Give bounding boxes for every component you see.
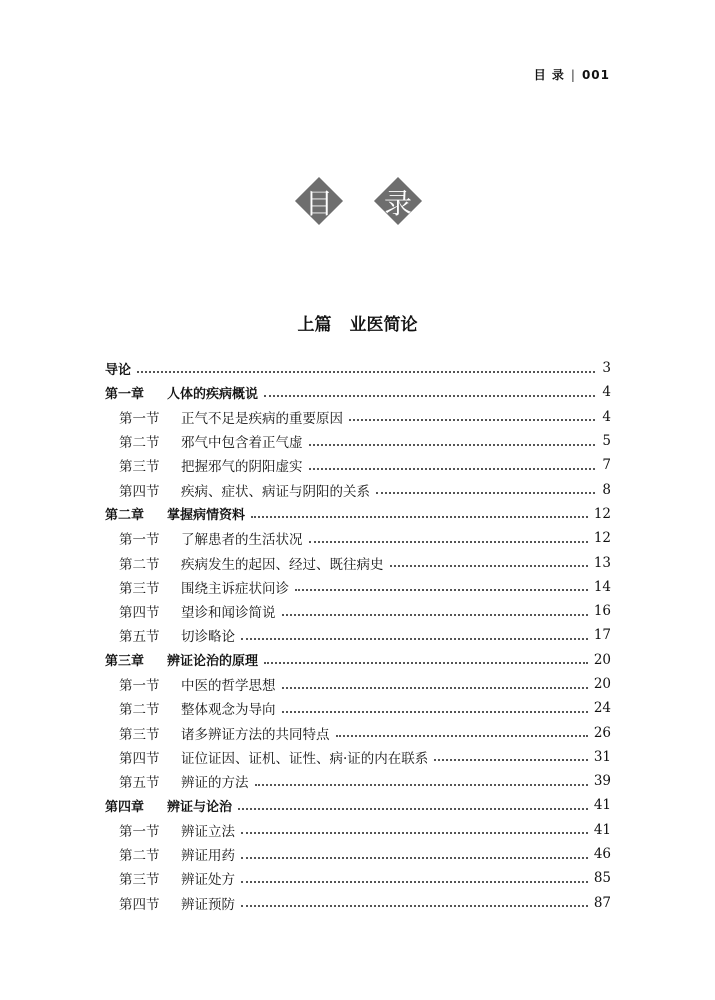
toc-entry-label bbox=[119, 553, 384, 573]
toc-entry-title: 辨证用药 bbox=[181, 848, 235, 865]
title-char-1: 目 bbox=[304, 187, 333, 220]
toc-entry-number: 第三节 bbox=[119, 459, 160, 476]
toc-entry-label bbox=[119, 723, 330, 743]
toc-page-number: 85 bbox=[593, 870, 611, 887]
toc-entry-label bbox=[119, 747, 428, 767]
dot-leader bbox=[238, 807, 588, 810]
toc-entry-label bbox=[105, 383, 258, 402]
toc-entry-title: 疾病、症状、病证与阴阳的关系 bbox=[181, 483, 370, 500]
dot-leader bbox=[309, 443, 596, 446]
dot-leader bbox=[282, 686, 588, 689]
contents-title bbox=[0, 178, 715, 238]
toc-entry-title: 辨证与论治 bbox=[167, 799, 233, 815]
toc-entry-label bbox=[119, 625, 235, 645]
toc-entry-title: 辨证立法 bbox=[181, 823, 235, 840]
toc-entry-label bbox=[119, 455, 303, 475]
dot-leader bbox=[241, 831, 588, 834]
toc-page-number: 12 bbox=[593, 505, 611, 522]
toc-entry-label bbox=[105, 504, 245, 523]
toc-entry-number: 第四节 bbox=[119, 896, 160, 913]
toc-entry-title: 证位证因、证机、证性、病·证的内在联系 bbox=[181, 750, 429, 767]
toc-entry-number: 第三节 bbox=[119, 872, 160, 889]
toc-page-number: 12 bbox=[593, 530, 611, 547]
toc-section-row[interactable] bbox=[105, 429, 611, 453]
dot-leader bbox=[264, 661, 588, 664]
toc-entry-number: 第三节 bbox=[119, 580, 160, 597]
dot-leader bbox=[309, 540, 588, 543]
toc-page-number: 8 bbox=[602, 481, 611, 498]
toc-page-number: 7 bbox=[602, 457, 611, 474]
toc-entry-number: 第四节 bbox=[119, 750, 160, 767]
dot-leader bbox=[349, 418, 595, 421]
toc-entry-number: 第一节 bbox=[119, 823, 160, 840]
toc-section-row[interactable] bbox=[105, 769, 611, 793]
toc-page-number: 46 bbox=[593, 846, 611, 863]
toc-entry-number: 第一节 bbox=[119, 678, 160, 694]
running-head-separator: | bbox=[570, 68, 576, 82]
toc-entry-number: 第一章 bbox=[105, 386, 145, 402]
toc-section-row[interactable] bbox=[105, 575, 611, 599]
toc-entry-number: 第一节 bbox=[119, 532, 160, 549]
running-head-page-number: 001 bbox=[581, 68, 610, 82]
dot-leader bbox=[282, 710, 588, 713]
toc-entry-number: 第二节 bbox=[119, 435, 160, 452]
toc-entry-number: 第四节 bbox=[119, 483, 160, 500]
dot-leader bbox=[241, 856, 588, 859]
toc-page-number: 4 bbox=[602, 408, 611, 425]
toc-entry-number: 第五节 bbox=[119, 775, 160, 792]
toc-section-row[interactable] bbox=[105, 623, 611, 647]
toc-entry-number: 第二章 bbox=[105, 508, 145, 524]
toc-page-number: 41 bbox=[593, 797, 611, 814]
toc-page-number: 3 bbox=[602, 360, 611, 377]
toc-entry-title: 正气不足是疾病的重要原因 bbox=[181, 410, 343, 427]
toc-entry-number: 第五节 bbox=[119, 629, 160, 646]
toc-page-number: 14 bbox=[593, 578, 611, 595]
toc-chapter-row[interactable] bbox=[105, 356, 611, 380]
toc-section-row[interactable] bbox=[105, 672, 611, 696]
dot-leader bbox=[295, 588, 588, 591]
dot-leader bbox=[434, 758, 588, 761]
toc-entry-label bbox=[119, 771, 249, 791]
toc-page-number: 16 bbox=[593, 603, 611, 620]
toc-entry-label bbox=[105, 359, 131, 378]
toc-page-number: 17 bbox=[593, 627, 611, 644]
toc-section-row[interactable] bbox=[105, 405, 611, 429]
toc-entry-label bbox=[119, 893, 235, 913]
toc-entry-title: 把握邪气的阴阳虚实 bbox=[181, 459, 303, 476]
dot-leader bbox=[251, 515, 588, 518]
toc-entry-number: 第四节 bbox=[119, 605, 160, 622]
toc-section-row[interactable] bbox=[105, 550, 611, 574]
toc-entry-title: 邪气中包含着正气虚 bbox=[181, 435, 303, 452]
toc-page-number: 20 bbox=[593, 676, 611, 692]
toc-entry-title: 望诊和闻诊简说 bbox=[181, 605, 276, 622]
toc-entry-label bbox=[119, 431, 303, 451]
toc-section-row[interactable] bbox=[105, 818, 611, 842]
toc-entry-title: 疾病发生的起因、经过、既往病史 bbox=[181, 556, 384, 573]
toc-section-row[interactable] bbox=[105, 526, 611, 550]
dot-leader bbox=[241, 637, 588, 640]
toc-entry-number: 第二节 bbox=[119, 848, 160, 865]
dot-leader bbox=[336, 734, 588, 737]
toc-chapter-row[interactable] bbox=[105, 502, 611, 526]
toc-section-row[interactable] bbox=[105, 720, 611, 744]
toc-section-row[interactable] bbox=[105, 453, 611, 477]
toc-entry-label bbox=[119, 601, 276, 621]
toc-page-number: 13 bbox=[593, 554, 611, 571]
toc-page-number: 20 bbox=[593, 651, 611, 668]
toc-entry-number: 第三节 bbox=[119, 726, 160, 743]
toc-entry-title: 辨证处方 bbox=[181, 872, 235, 889]
toc-page-number: 26 bbox=[593, 724, 611, 741]
toc-section-row[interactable] bbox=[105, 842, 611, 866]
toc-entry-label bbox=[119, 698, 276, 718]
toc-section-row[interactable] bbox=[105, 866, 611, 890]
toc-entry-label bbox=[119, 820, 235, 840]
toc-entry-title: 掌握病情资料 bbox=[167, 508, 246, 524]
toc-entry-title: 诸多辨证方法的共同特点 bbox=[181, 726, 330, 743]
toc-page-number: 5 bbox=[602, 433, 611, 450]
toc-entry-title: 辨证的方法 bbox=[181, 775, 249, 792]
dot-leader bbox=[282, 613, 588, 616]
part-title: 上篇 业医简论 bbox=[297, 315, 418, 335]
table-of-contents bbox=[105, 356, 611, 915]
toc-entry-number: 第三章 bbox=[105, 654, 145, 670]
toc-entry-number: 第二节 bbox=[119, 702, 160, 719]
toc-entry-label bbox=[119, 844, 235, 864]
title-char-2: 录 bbox=[383, 187, 412, 220]
toc-entry-label bbox=[119, 868, 235, 888]
toc-section-row[interactable] bbox=[105, 477, 611, 501]
toc-entry-label bbox=[119, 674, 276, 694]
dot-leader bbox=[241, 904, 588, 907]
toc-entry-label bbox=[119, 480, 370, 500]
toc-chapter-row[interactable] bbox=[105, 793, 611, 817]
dot-leader bbox=[376, 491, 595, 494]
toc-page-number: 41 bbox=[593, 821, 611, 838]
toc-entry-title: 整体观念为导向 bbox=[181, 702, 276, 719]
toc-page-number: 39 bbox=[593, 773, 611, 790]
toc-entry-label bbox=[119, 528, 303, 548]
toc-entry-label bbox=[119, 407, 343, 427]
toc-section-row[interactable] bbox=[105, 745, 611, 769]
toc-entry-title: 中医的哲学思想 bbox=[181, 678, 276, 694]
dot-leader bbox=[137, 370, 595, 373]
toc-chapter-row[interactable] bbox=[105, 380, 611, 404]
toc-page-number: 31 bbox=[593, 748, 611, 765]
toc-entry-title: 辨证论治的原理 bbox=[167, 654, 259, 670]
toc-chapter-row[interactable] bbox=[105, 648, 611, 672]
toc-entry-title: 围绕主诉症状问诊 bbox=[181, 580, 289, 597]
toc-page-number: 4 bbox=[602, 384, 611, 401]
toc-entry-label bbox=[105, 796, 232, 815]
toc-section-row[interactable] bbox=[105, 891, 611, 915]
toc-entry-label bbox=[119, 577, 289, 597]
dot-leader bbox=[255, 783, 588, 786]
toc-page-number: 87 bbox=[593, 894, 611, 911]
toc-section-row[interactable] bbox=[105, 696, 611, 720]
toc-entry-title: 切诊略论 bbox=[181, 629, 235, 646]
running-head-section: 目 录 bbox=[533, 68, 565, 82]
dot-leader bbox=[241, 880, 588, 883]
running-head bbox=[534, 66, 610, 83]
toc-entry-title: 了解患者的生活状况 bbox=[181, 532, 303, 549]
toc-entry-title: 辨证预防 bbox=[181, 896, 235, 913]
toc-entry-number: 第四章 bbox=[105, 799, 145, 815]
toc-section-row[interactable] bbox=[105, 599, 611, 623]
toc-entry-label bbox=[105, 650, 258, 669]
toc-entry-number: 第一节 bbox=[119, 410, 160, 427]
dot-leader bbox=[264, 394, 595, 397]
toc-entry-title: 人体的疾病概说 bbox=[167, 386, 259, 402]
toc-page-number: 24 bbox=[593, 700, 611, 717]
dot-leader bbox=[309, 467, 596, 470]
toc-entry-number: 第二节 bbox=[119, 556, 160, 573]
dot-leader bbox=[390, 564, 588, 567]
toc-entry-number: 导论 bbox=[105, 362, 132, 378]
